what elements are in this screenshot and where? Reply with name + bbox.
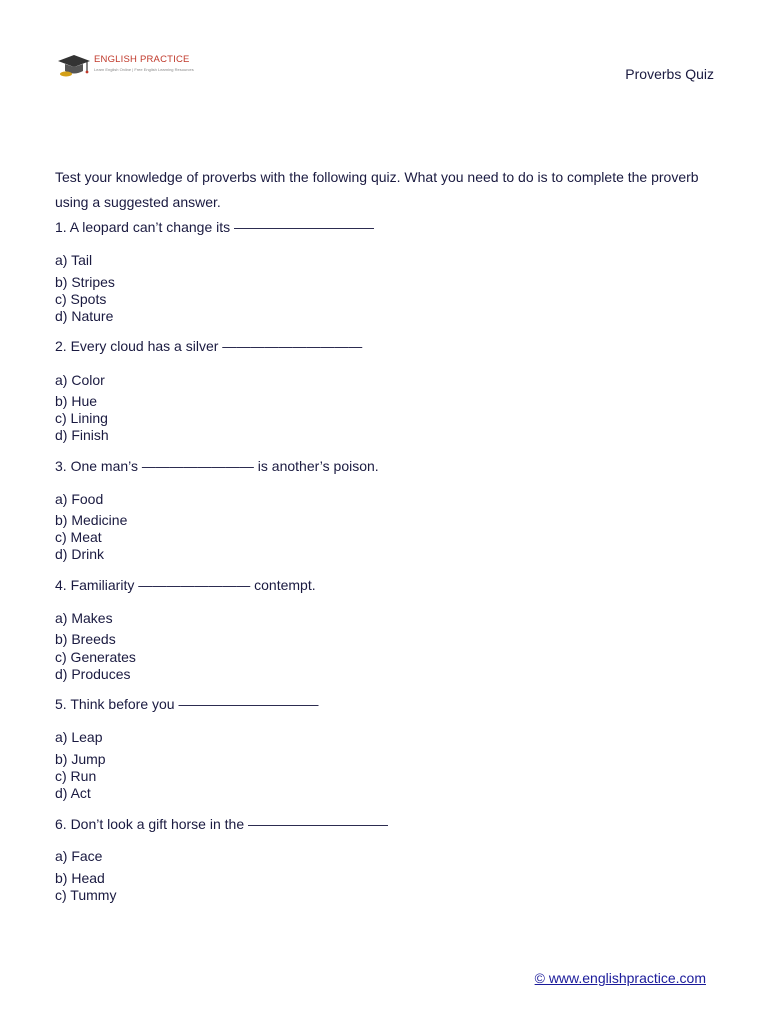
question-3-option-c: c) Meat: [55, 529, 102, 545]
question-2-option-c: c) Lining: [55, 410, 108, 426]
question-3-option-a: a) Food: [55, 491, 104, 507]
question-4-option-d: d) Produces: [55, 666, 131, 682]
question-4-option-a: a) Makes: [55, 610, 113, 626]
question-5: 5. Think before you ——————————: [55, 696, 319, 712]
page-title: Proverbs Quiz: [625, 66, 714, 82]
question-2-option-d: d) Finish: [55, 427, 109, 443]
question-5-option-c: c) Run: [55, 768, 97, 784]
question-5-option-b: b) Jump: [55, 751, 106, 767]
question-3: 3. One man’s ———————— is another’s poison.: [55, 458, 379, 474]
question-3-option-d: d) Drink: [55, 546, 105, 562]
graduation-cap-icon: [56, 52, 92, 78]
question-5-option-a: a) Leap: [55, 729, 103, 745]
question-2-option-b: b) Hue: [55, 393, 98, 409]
question-2-option-a: a) Color: [55, 372, 105, 388]
logo: [56, 52, 194, 78]
question-6-option-a: a) Face: [55, 848, 103, 864]
question-3-option-b: b) Medicine: [55, 512, 128, 528]
question-1-option-d: d) Nature: [55, 308, 114, 324]
question-4: 4. Familiarity ———————— contempt.: [55, 577, 316, 593]
question-4-option-b: b) Breeds: [55, 631, 116, 647]
question-1-option-c: c) Spots: [55, 291, 107, 307]
question-5-option-d: d) Act: [55, 785, 91, 801]
question-6: 6. Don’t look a gift horse in the ——————————: [55, 816, 388, 832]
question-1: 1. A leopard can’t change its ——————————: [55, 219, 375, 235]
question-4-option-c: c) Generates: [55, 649, 136, 665]
logo-tagline: Learn English Online | Free English Learning Resources: [94, 67, 194, 72]
website-link[interactable]: © www.englishpractice.com: [534, 970, 706, 986]
logo-title: ENGLISH PRACTICE: [94, 54, 190, 65]
question-1-option-b: b) Stripes: [55, 274, 115, 290]
question-6-option-c: c) Tummy: [55, 887, 117, 903]
question-1-option-a: a) Tail: [55, 252, 93, 268]
question-6-option-b: b) Head: [55, 870, 105, 886]
intro-paragraph: Test your knowledge of proverbs with the following quiz. What you need to do is to complete the proverb using a suggested answer.: [55, 169, 699, 210]
question-2: 2. Every cloud has a silver ——————————: [55, 338, 363, 354]
